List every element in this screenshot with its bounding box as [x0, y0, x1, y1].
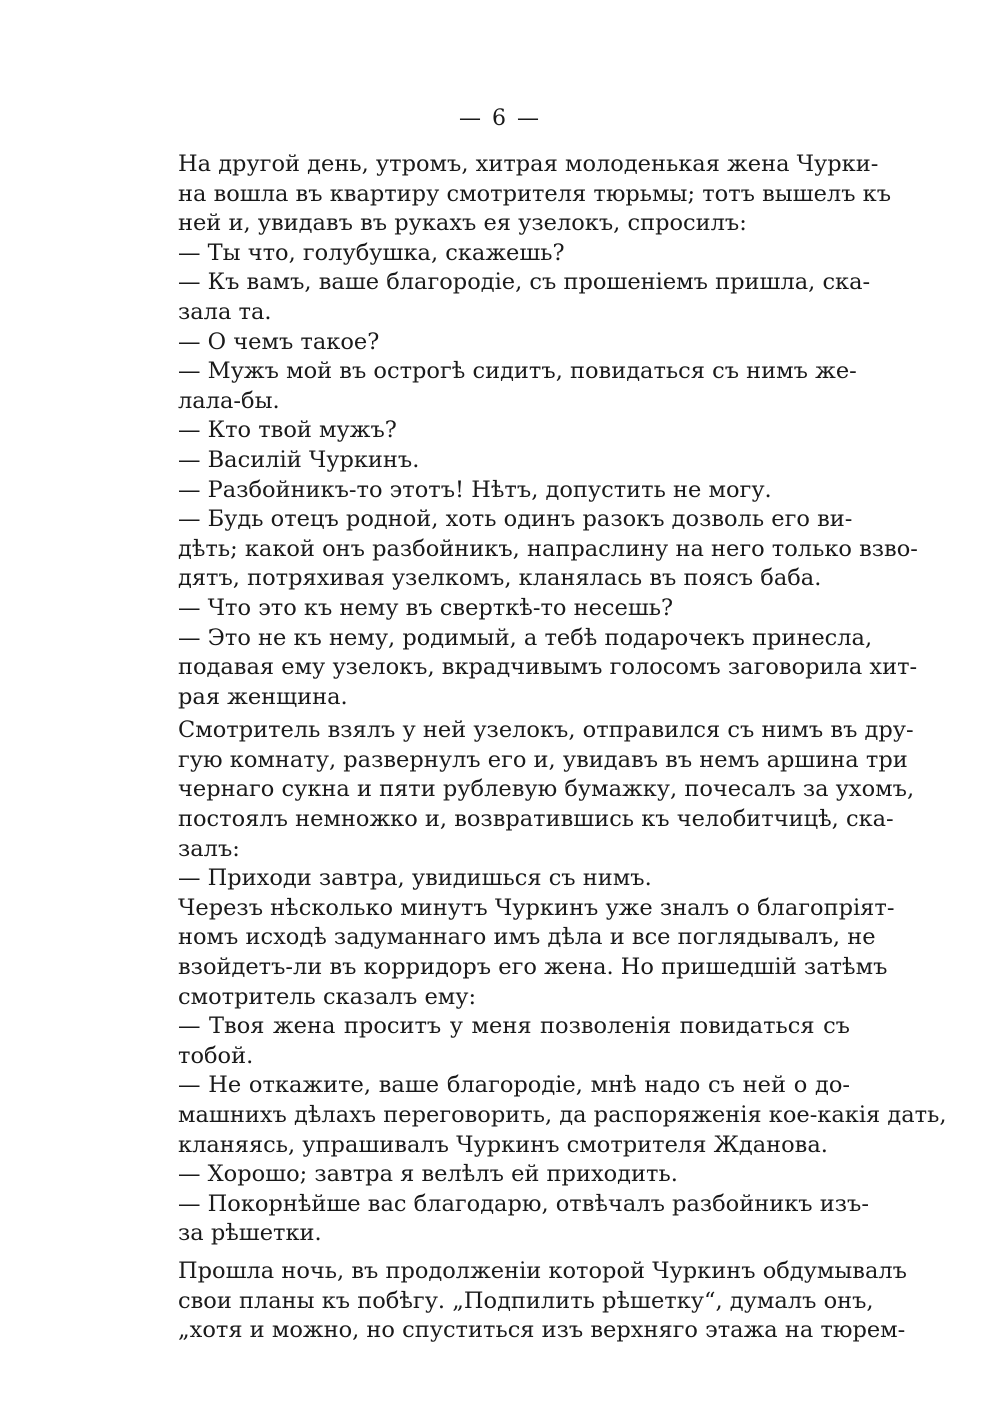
text-line: взойдетъ-ли въ корридоръ его жена. Но пришедшій затѣмъ: [178, 954, 888, 981]
text-line: — Разбойникъ-то этотъ! Нѣтъ, допустить не могу.: [178, 476, 772, 503]
text-line: — Къ вамъ, ваше благородіе, съ прошеніемъ пришла, ска-: [178, 269, 871, 296]
text-line: лала-бы.: [178, 387, 280, 414]
text-line: гую комнату, развернулъ его и, увидавъ въ немъ аршина три: [178, 746, 908, 773]
page-number: — 6 —: [459, 106, 541, 131]
text-line: — Что это къ нему въ сверткѣ-то несешь?: [178, 594, 674, 621]
text-line: свои планы къ побѣгу. „Подпилить рѣшетку“, думалъ онъ,: [178, 1287, 874, 1314]
text-line: на вошла въ квартиру смотрителя тюрьмы; тотъ вышелъ къ: [178, 180, 892, 207]
text-line: номъ исходѣ задуманнаго имъ дѣла и все поглядывалъ, не: [178, 924, 876, 951]
text-line: дѣть; какой онъ разбойникъ, напраслину на него только взво-: [178, 535, 918, 562]
text-line: зала та.: [178, 298, 272, 325]
text-line: — Не откажите, ваше благородіе, мнѣ надо съ ней о до-: [178, 1072, 850, 1099]
text-line: На другой день, утромъ, хитрая молоденькая жена Чурки-: [178, 151, 879, 177]
text-line: дятъ, потряхивая узелкомъ, кланялась въ поясъ баба.: [178, 565, 822, 592]
text-line: кланяясь, упрашивалъ Чуркинъ смотрителя Жданова.: [178, 1131, 828, 1158]
text-line: за рѣшетки.: [178, 1220, 322, 1247]
text-line: „хотя и можно, но спуститься изъ верхняго этажа на тюрем-: [178, 1317, 906, 1344]
text-line: — Покорнѣйше вас благодарю, отвѣчалъ разбойникъ изъ-: [178, 1190, 869, 1217]
text-line: залъ:: [178, 835, 240, 862]
text-line: чернаго сукна и пяти рублевую бумажку, почесалъ за ухомъ,: [178, 776, 915, 803]
text-line: — Мужъ мой въ острогѣ сидитъ, повидаться съ нимъ же-: [178, 358, 857, 385]
text-line: постоялъ немножко и, возвратившись къ челобитчицѣ, ска-: [178, 806, 894, 833]
text-line: Прошла ночь, въ продолженіи которой Чуркинъ обдумывалъ: [178, 1257, 907, 1284]
text-line: машнихъ дѣлахъ переговорить, да распоряженія кое-какія дать,: [178, 1102, 947, 1128]
text-line: — Будь отецъ родной, хоть одинъ разокъ дозволь его ви-: [178, 506, 853, 533]
text-line: — Кто твой мужъ?: [178, 417, 397, 444]
text-line: — Приходи завтра, увидишься съ нимъ.: [178, 865, 652, 892]
text-line: — Хорошо; завтра я велѣлъ ей приходить.: [178, 1161, 678, 1188]
text-line: рая женщина.: [178, 683, 348, 710]
text-line: — Ты что, голубушка, скажешь?: [178, 239, 565, 266]
text-line: подавая ему узелокъ, вкрадчивымъ голосомъ заговорила хит-: [178, 654, 918, 681]
text-line: — О чемъ такое?: [178, 328, 380, 355]
body-text: [178, 150, 947, 1346]
text-line: тобой.: [178, 1042, 254, 1069]
text-line: Черезъ нѣсколько минутъ Чуркинъ уже зналъ о благопріят-: [178, 894, 895, 921]
text-line: ней и, увидавъ въ рукахъ ея узелокъ, спросилъ:: [178, 210, 747, 237]
text-line: — Василій Чуркинъ.: [178, 446, 420, 473]
text-line: Смотритель взялъ у ней узелокъ, отправился съ нимъ въ дру-: [178, 717, 914, 744]
text-line: — Это не къ нему, родимый, а тебѣ подарочекъ принесла,: [178, 624, 873, 651]
text-line: смотритель сказалъ ему:: [178, 983, 477, 1010]
text-line: — Твоя жена проситъ у меня позволенія повидаться съ: [178, 1013, 850, 1040]
